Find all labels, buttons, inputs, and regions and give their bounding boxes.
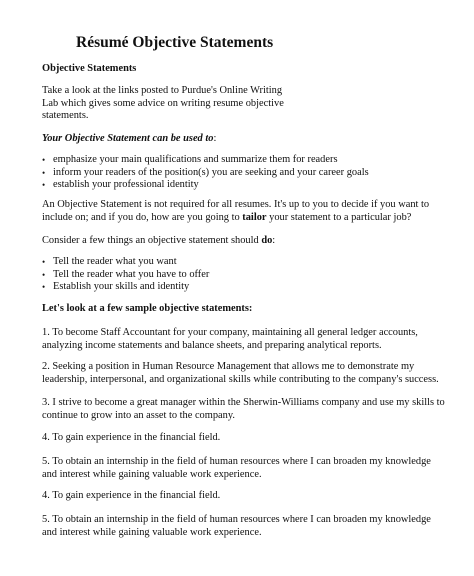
sample-line: continue to grow into an asset to the company.	[42, 409, 235, 421]
paragraph-line: An Objective Statement is not required for all resumes. It's up to you to decide if you want to	[42, 199, 430, 210]
bullet-icon: •	[42, 282, 46, 293]
list-item	[42, 281, 462, 294]
consider-line	[42, 235, 462, 248]
section-heading: Objective Statements	[42, 63, 137, 74]
intro-line: statements.	[42, 110, 89, 122]
do-emphasis: do	[261, 235, 273, 246]
sample-line: 5. To obtain an internship in the field of human resources where I can broaden my knowledge	[42, 456, 431, 467]
text-run: :	[272, 235, 276, 246]
text-run: your statement to a particular job?	[266, 211, 412, 223]
sample-line: 5. To obtain an internship in the field of human resources where I can broaden my knowledge	[42, 514, 431, 525]
sample-item	[42, 456, 462, 481]
list-item-text: establish your professional identity	[53, 179, 199, 191]
do-list	[42, 256, 462, 294]
bullet-icon: •	[42, 155, 46, 165]
list-item	[42, 167, 462, 180]
list-item-text: emphasize your main qualifications and summarize them for readers	[53, 154, 338, 165]
sample-line: and interest while gaining valuable work experience.	[42, 468, 262, 480]
sample-line: 4. To gain experience in the financial field.	[42, 490, 221, 501]
text-run: include on; and if you do, how are you going to	[42, 211, 243, 223]
sample-line: 2. Seeking a position in Human Resource Management that allows me to demonstrate my	[42, 361, 415, 372]
sample-item	[42, 432, 462, 445]
sample-item	[42, 397, 462, 422]
list-item	[42, 154, 462, 167]
sample-line: 4. To gain experience in the financial field.	[42, 432, 221, 443]
uses-heading: Your Objective Statement can be used to	[42, 133, 214, 144]
document-title: Résumé Objective Statements	[76, 34, 274, 51]
sample-item	[42, 490, 462, 503]
sample-line: leadership, interpersonal, and organizational skills while contributing to the company's success.	[42, 373, 439, 385]
bullet-icon: •	[42, 257, 46, 267]
sample-item	[42, 361, 462, 386]
sample-item	[42, 514, 462, 539]
list-item-text: Tell the reader what you have to offer	[53, 268, 210, 280]
list-item	[42, 179, 462, 192]
sample-line: analyzing income statements and balance sheets, and preparing analytical reports.	[42, 339, 382, 351]
intro-paragraph	[42, 85, 462, 123]
uses-list	[42, 154, 462, 192]
sample-item	[42, 327, 462, 352]
samples-heading: Let's look at a few sample objective statements:	[42, 303, 253, 314]
bullet-icon: •	[42, 180, 46, 191]
sample-line: 1. To become Staff Accountant for your company, maintaining all general ledger accounts,	[42, 327, 418, 338]
tailor-emphasis: tailor	[242, 211, 267, 223]
required-paragraph	[42, 199, 462, 224]
intro-line: Lab which gives some advice on writing resume objective	[42, 97, 284, 109]
sample-line: 3. I strive to become a great manager within the Sherwin-Williams company and use my skills to	[42, 397, 445, 408]
bullet-icon: •	[42, 167, 46, 178]
list-item-text: Tell the reader what you want	[53, 256, 177, 267]
bullet-icon: •	[42, 269, 46, 280]
uses-heading-colon: :	[213, 133, 217, 144]
intro-line: Take a look at the links posted to Purdue's Online Writing	[42, 85, 283, 96]
paragraph-line	[42, 212, 462, 225]
uses-heading-line	[42, 133, 462, 146]
list-item-text: Establish your skills and identity	[53, 281, 190, 293]
sample-line: and interest while gaining valuable work experience.	[42, 526, 262, 538]
text-run: Consider a few things an objective statement should	[42, 235, 262, 246]
list-item	[42, 269, 462, 282]
list-item-text: inform your readers of the position(s) you are seeking and your career goals	[53, 166, 369, 178]
list-item	[42, 256, 462, 269]
